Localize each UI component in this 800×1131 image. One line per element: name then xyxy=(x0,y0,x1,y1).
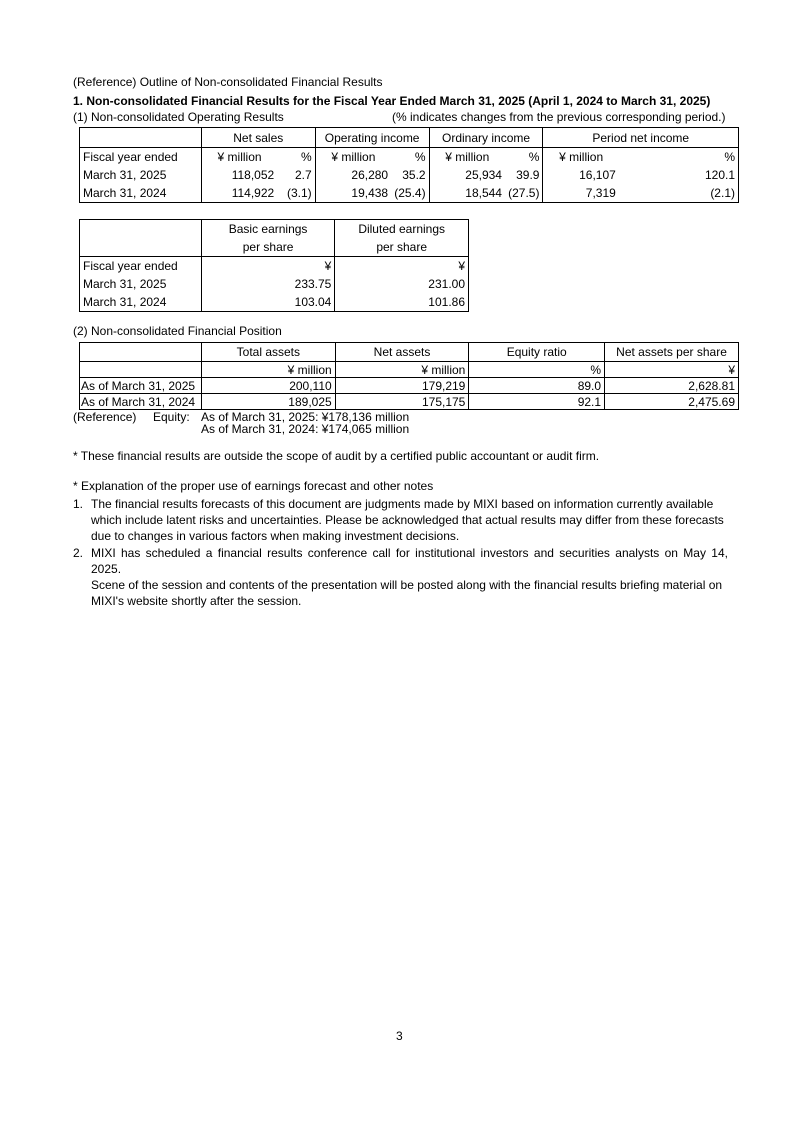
header-diluted-eps: Diluted earnings xyxy=(335,220,469,239)
note-item-1 xyxy=(91,496,728,544)
note-line: MIXI has scheduled a financial results conference call for institutional investors and securities analysts on May 14, 2025. xyxy=(91,546,728,576)
row-label: As of March 31, 2025 xyxy=(80,378,202,394)
explanation-title: * Explanation of the proper use of earnings forecast and other notes xyxy=(73,479,434,493)
value-cell: 175,175 xyxy=(335,394,469,410)
position-label: (2) Non-consolidated Financial Position xyxy=(73,324,282,338)
note-number: 1. xyxy=(73,497,84,511)
value-cell: (2.1) xyxy=(619,184,739,203)
table-corner xyxy=(80,362,202,378)
value-cell: 179,219 xyxy=(335,378,469,394)
units-label: Fiscal year ended xyxy=(80,257,202,276)
reference-title: (Reference) Outline of Non-consolidated Financial Results xyxy=(73,75,383,89)
unit-cell: ¥ million xyxy=(315,148,391,167)
unit-cell: ¥ million xyxy=(335,362,469,378)
header-net-assets: Net assets xyxy=(335,343,469,362)
value-cell: 39.9 xyxy=(505,166,543,184)
unit-cell: ¥ xyxy=(335,257,469,276)
section-title: 1. Non-consolidated Financial Results for the Fiscal Year Ended March 31, 2025 (April 1, 2024 to March 31, 2025) xyxy=(73,94,711,108)
note-line: due to changes in various factors when making investment decisions. xyxy=(91,529,460,543)
value-cell: 16,107 xyxy=(579,168,616,182)
note-number: 2. xyxy=(73,546,84,560)
row-label: March 31, 2025 xyxy=(80,275,202,293)
unit-cell: ¥ million xyxy=(429,148,505,167)
unit-cell: % xyxy=(505,148,543,167)
page-number: 3 xyxy=(396,1029,403,1043)
value-cell: 2,628.81 xyxy=(605,378,739,394)
header-basic-eps-line2: per share xyxy=(201,238,335,257)
units-label: Fiscal year ended xyxy=(80,148,202,167)
table-corner xyxy=(80,343,202,362)
row-label: March 31, 2025 xyxy=(80,166,202,184)
note-line: Scene of the session and contents of the presentation will be posted along with the financial results briefing material on xyxy=(91,578,723,592)
table-row xyxy=(80,293,469,312)
note-item-2 xyxy=(91,545,728,609)
value-cell: 120.1 xyxy=(619,166,739,184)
audit-note: * These financial results are outside the scope of audit by a certified public accountant or audit firm. xyxy=(73,449,600,463)
table-row xyxy=(80,394,739,410)
equity-label: Equity: xyxy=(153,410,190,424)
note-line: MIXI's website shortly after the session. xyxy=(91,594,302,608)
financial-position-table xyxy=(79,342,739,410)
value-cell: 233.75 xyxy=(201,275,335,293)
header-operating-income: Operating income xyxy=(315,128,429,148)
table-row xyxy=(80,166,739,184)
table-row xyxy=(80,275,469,293)
value-cell: 101.86 xyxy=(335,293,469,312)
value-cell: 2.7 xyxy=(277,166,315,184)
value-cell: 200,110 xyxy=(201,378,335,394)
value-cell: 189,025 xyxy=(201,394,335,410)
note-line: which include latent risks and uncertainties. Please be acknowledged that actual results may differ from these forecasts xyxy=(91,513,724,527)
header-equity-ratio: Equity ratio xyxy=(469,343,605,362)
value-cell: 7,319 xyxy=(543,184,619,203)
op-results-label: (1) Non-consolidated Operating Results xyxy=(73,110,284,124)
value-cell: 103.04 xyxy=(201,293,335,312)
header-ordinary-income: Ordinary income xyxy=(429,128,543,148)
operating-results-table xyxy=(79,127,739,203)
table-row xyxy=(80,184,739,203)
value-cell: (27.5) xyxy=(505,184,543,203)
unit-cell: ¥ xyxy=(201,257,335,276)
header-basic-eps: Basic earnings xyxy=(201,220,335,239)
table-corner xyxy=(80,220,202,239)
eps-table xyxy=(79,219,469,312)
header-period-net-income: Period net income xyxy=(543,128,739,148)
unit-cell: % xyxy=(277,148,315,167)
unit-cell: ¥ million xyxy=(201,362,335,378)
equity-reference-label: (Reference) xyxy=(73,410,137,424)
note-line: The financial results forecasts of this document are judgments made by MIXI based on information currently available xyxy=(91,497,714,511)
value-cell: 35.2 xyxy=(391,166,429,184)
table-row xyxy=(80,378,739,394)
table-corner xyxy=(80,128,202,148)
value-cell: 19,438 xyxy=(315,184,391,203)
header-net-assets-per-share: Net assets per share xyxy=(605,343,739,362)
unit-cell: ¥ million xyxy=(201,148,277,167)
equity-line-2024: As of March 31, 2024: ¥174,065 million xyxy=(201,422,410,436)
unit-cell: % xyxy=(391,148,429,167)
row-label: March 31, 2024 xyxy=(80,293,202,312)
header-total-assets: Total assets xyxy=(201,343,335,362)
unit-cell: % xyxy=(469,362,605,378)
table-corner xyxy=(80,238,202,257)
value-cell: (3.1) xyxy=(277,184,315,203)
row-label: March 31, 2024 xyxy=(80,184,202,203)
value-cell: 231.00 xyxy=(335,275,469,293)
value-cell: 26,280 xyxy=(351,168,389,182)
value-cell: (25.4) xyxy=(391,184,429,203)
unit-cell: ¥ million xyxy=(543,148,619,167)
value-cell: 18,544 xyxy=(429,184,505,203)
header-diluted-eps-line2: per share xyxy=(335,238,469,257)
unit-cell: % xyxy=(619,148,739,167)
value-cell: 118,052 xyxy=(231,168,275,182)
value-cell: 25,934 xyxy=(465,168,502,182)
value-cell: 89.0 xyxy=(469,378,605,394)
op-results-note: (% indicates changes from the previous corresponding period.) xyxy=(392,110,726,124)
value-cell: 2,475.69 xyxy=(605,394,739,410)
equity-line-2025: As of March 31, 2025: ¥178,136 million xyxy=(201,410,410,424)
unit-cell: ¥ xyxy=(605,362,739,378)
value-cell: 92.1 xyxy=(469,394,605,410)
header-net-sales: Net sales xyxy=(201,128,315,148)
value-cell: 114,922 xyxy=(201,184,277,203)
row-label: As of March 31, 2024 xyxy=(80,394,202,410)
